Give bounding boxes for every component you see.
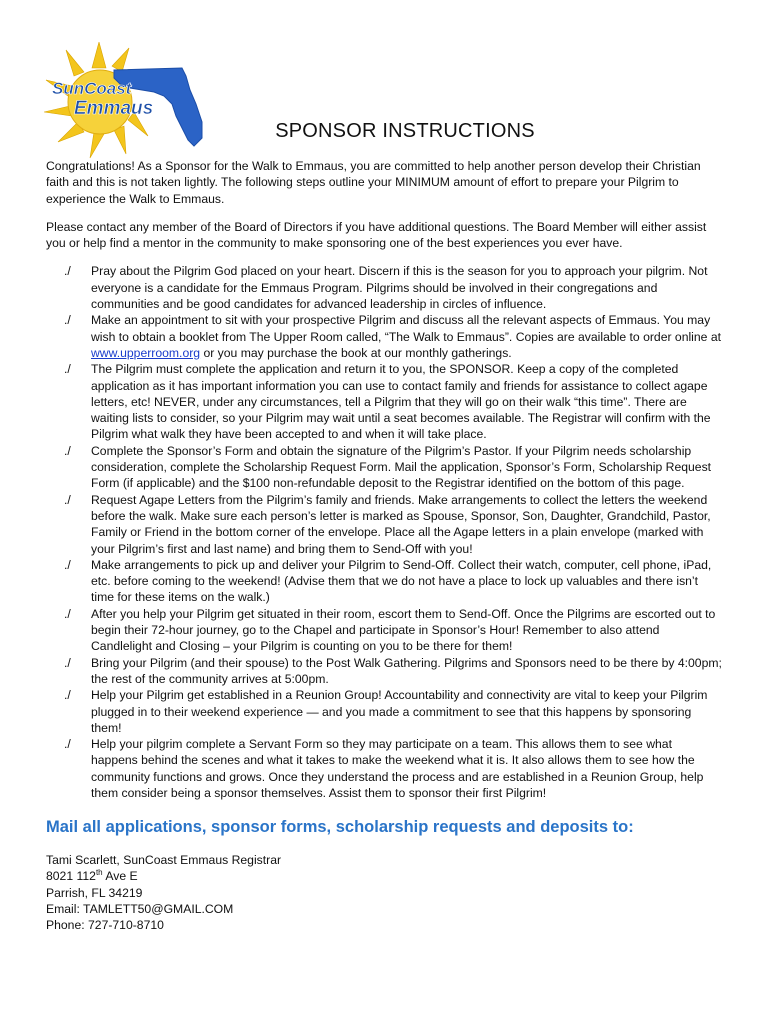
list-item: ./ Help your pilgrim complete a Servant Form so they may participate on a team. This allows them to see what happens behind the scenes and what it takes to make the weekend what it is. It also allows them to see how the community functions and grows. Once they understand the process and are established in a Reunion Group, help them consider being a sponsor themselves. Assist them to sponsor their first Pilgrim! <box>64 737 704 800</box>
svg-text:SunCoast: SunCoast <box>52 79 132 98</box>
registrar-email[interactable]: Email: TAMLETT50@GMAIL.COM <box>46 901 234 916</box>
bullet-mark: ./ <box>64 688 71 703</box>
instruction-list <box>46 263 722 801</box>
mail-heading: Mail all applications, sponsor forms, scholarship requests and deposits to: <box>46 818 634 836</box>
list-item: ./ After you help your Pilgrim get situated in their room, escort them to Send-Off. Once the Pilgrims are escorted out to begin their 72-hour journey, go to the Chapel and participate in Sponsor’s Hour! Remember to also attend Candlelight and Closing – your Pilgrim is counting on you to be there for them! <box>64 606 716 654</box>
upperroom-link[interactable]: www.upperroom.org <box>91 345 201 360</box>
list-item: ./ The Pilgrim must complete the application and return it to you, the SPONSOR. Keep a copy of the completed application as it has important information you can use to contact family and friends for assistance to collect agape letters, etc! NEVER, under any circumstances, tell a Pilgrim that they will go on their walk “this time”. There are waiting lists to consider, so your Pilgrim may wait until a seat becomes available. The Registrar will confirm with the Pilgrim what walk they have been accepted to and when it will take place. <box>64 362 711 442</box>
intro-paragraph-2: Please contact any member of the Board of Directors if you have additional questions. The Board Member will either assist you or help find a mentor in the community to make sponsoring one of the best experiences you ever have. <box>46 219 707 251</box>
bullet-mark: ./ <box>64 313 71 328</box>
document-body <box>46 158 722 801</box>
registrar-address <box>46 852 281 933</box>
bullet-mark: ./ <box>64 655 71 670</box>
list-item: ./ Make an appointment to sit with your prospective Pilgrim and discuss all the relevant aspects of Emmaus. You may wish to obtain a booklet from The Upper Room called, “The Walk to Emmaus”. Copies are available to order online at www.upperroom.org or you may purchase the book at our monthly gatherings. <box>64 313 721 360</box>
bullet-mark: ./ <box>64 264 71 279</box>
registrar-phone: Phone: 727-710-8710 <box>46 918 164 933</box>
city-state-zip: Parrish, FL 34219 <box>46 885 143 900</box>
list-item: ./ Help your Pilgrim get established in a Reunion Group! Accountability and connectivity are vital to keep your Pilgrim plugged in to their weekend experience — and you made a commitment to see that this happens by sponsoring them! <box>64 688 708 735</box>
bullet-mark: ./ <box>64 492 71 507</box>
bullet-mark: ./ <box>64 362 71 377</box>
street-address: 8021 112th Ave E <box>46 868 138 884</box>
list-item: ./ Make arrangements to pick up and deliver your Pilgrim to Send-Off. Collect their watch, computer, cell phone, iPad, etc. before coming to the weekend! (Advise them that we do not have a place to lock up valuables and there isn’t time for these items on the walk.) <box>64 557 712 605</box>
registrar-name: Tami Scarlett, SunCoast Emmaus Registrar <box>46 853 282 867</box>
bullet-mark: ./ <box>64 557 71 572</box>
bullet-mark: ./ <box>64 606 71 621</box>
svg-text:Emmaus: Emmaus <box>74 98 154 119</box>
bullet-mark: ./ <box>64 443 71 458</box>
list-item: ./ Request Agape Letters from the Pilgrim’s family and friends. Make arrangements to collect the letters the weekend before the walk. Make sure each person’s letter is marked as Spouse, Sponsor, Son, Daughter, Grandchild, Pastor, Family or Friend in the bottom corner of the envelope. Place all the Agape letters in a plain envelope (marked with your Pilgrim’s first and last name) and bring them to Send-Off with you! <box>64 492 711 556</box>
list-item: ./ Complete the Sponsor’s Form and obtain the signature of the Pilgrim’s Pastor. If your Pilgrim needs scholarship consideration, complete the Scholarship Request Form. Mail the application, Sponsor’s Form, Scholarship Request Form (if applicable) and the $100 non-refundable deposit to the Registrar identified on the bottom of this page. <box>64 443 712 491</box>
bullet-mark: ./ <box>64 737 71 752</box>
intro-paragraph-1: Congratulations! As a Sponsor for the Walk to Emmaus, you are committed to help another person develop their Christian faith and this is not taken lightly. The following steps outline your MINIMUM amount of effort to prepare your Pilgrim to experience the Walk to Emmaus. <box>46 159 701 206</box>
list-item: ./ Pray about the Pilgrim God placed on your heart. Discern if this is the season for you to approach your pilgrim. Not everyone is a candidate for the Emmaus Program. Pilgrims should be involved in their congregations and communities and be good candidates for advanced leadership in circles of influence. <box>64 264 708 312</box>
list-item: ./ Bring your Pilgrim (and their spouse) to the Post Walk Gathering. Pilgrims and Sponsors need to be there by 4:00pm; the rest of the community arrives at 5:00pm. <box>64 655 722 686</box>
page-title: SPONSOR INSTRUCTIONS <box>275 120 535 142</box>
